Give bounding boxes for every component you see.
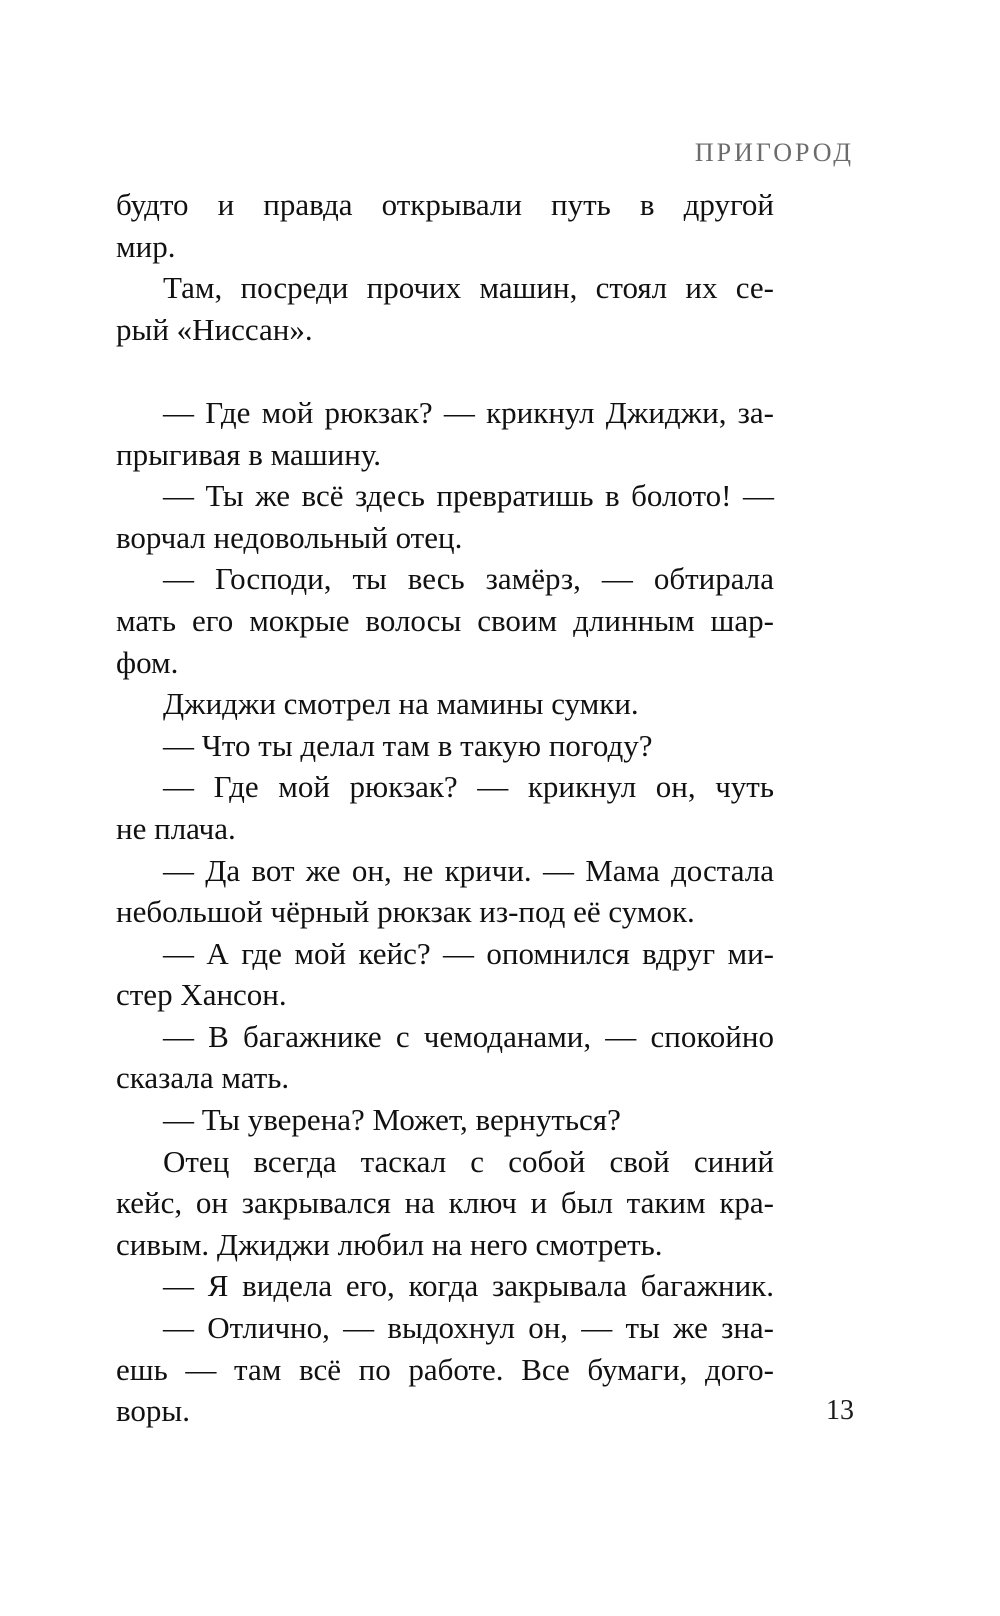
text-line: рый «Ниссан». — [116, 311, 313, 347]
text-line: Там, посреди прочих машин, стоял их се- — [163, 270, 774, 306]
running-head: ПРИГОРОД — [694, 138, 854, 167]
text-line: воры. — [116, 1393, 191, 1429]
text-line: — Ты же всё здесь превратишь в болото! — — [163, 478, 774, 514]
text-line: — В багажнике с чемоданами, — спокойно — [163, 1018, 774, 1054]
text-line: кейс, он закрывался на ключ и был таким кра- — [116, 1185, 774, 1221]
text-line: — Господи, ты весь замёрз, — обтирала — [163, 561, 774, 597]
text-line: сказала мать. — [116, 1060, 290, 1096]
text-line: сивым. Джиджи любил на него смотреть. — [116, 1226, 663, 1262]
page-number: 13 — [826, 1395, 854, 1426]
text-line: фом. — [116, 644, 179, 680]
body-text — [116, 184, 774, 1432]
text-line: — Ты уверена? Может, вернуться? — [163, 1102, 621, 1138]
text-line: небольшой чёрный рюкзак из-под её сумок. — [116, 894, 695, 930]
text-line: ворчал недовольный отец. — [116, 519, 463, 555]
text-line: — А где мой кейс? — опомнился вдруг ми- — [163, 935, 774, 971]
text-line: будто и правда открывали путь в другой — [116, 187, 774, 222]
text-line: — Отлично, — выдохнул он, — ты же зна- — [163, 1310, 774, 1346]
text-line: стер Хансон. — [116, 977, 287, 1013]
text-line: мир. — [116, 228, 176, 264]
section-break — [116, 350, 774, 392]
text-line: — Где мой рюкзак? — крикнул Джиджи, за- — [163, 394, 774, 430]
text-line: не плача. — [116, 810, 236, 846]
text-line: — Где мой рюкзак? — крикнул он, чуть — [163, 769, 774, 805]
text-line: ешь — там всё по работе. Все бумаги, дого- — [116, 1351, 774, 1387]
text-line: — Да вот же он, не кричи. — Мама достала — [163, 852, 774, 888]
text-line: — Я видела его, когда закрывала багажник. — [163, 1268, 774, 1304]
text-line: Отец всегда таскал с собой свой синий — [163, 1143, 774, 1179]
text-line: прыгивая в машину. — [116, 436, 381, 472]
text-line: мать его мокрые волосы своим длинным шар- — [116, 602, 774, 638]
text-line: — Что ты делал там в такую погоду? — [163, 727, 653, 763]
text-line: Джиджи смотрел на мамины сумки. — [163, 686, 639, 722]
